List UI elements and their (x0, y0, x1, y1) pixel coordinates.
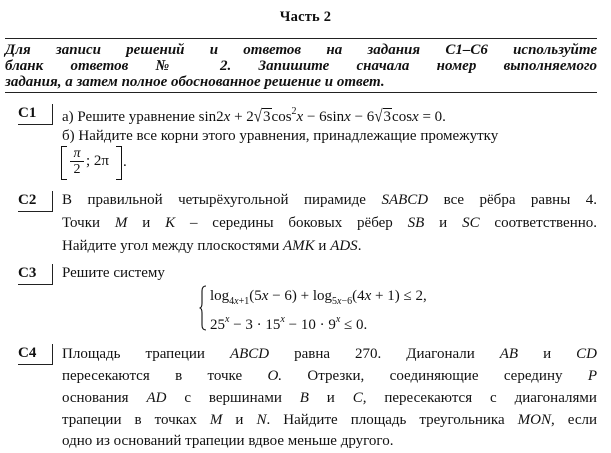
c1-a-t1: sin2 (198, 109, 224, 125)
c4-l1-w8: CD (576, 346, 597, 362)
c4-l2-w4: Отрезки, (307, 368, 365, 384)
c4-l2-w3: O. (267, 368, 283, 384)
system-brace (199, 285, 207, 331)
c4-l1-w7: и (543, 346, 552, 362)
c3-base1b: +1 (238, 296, 250, 307)
c4-l4f: MON (517, 412, 552, 428)
c4-l2-w1: в (175, 368, 183, 384)
c2-l2i: соответственно. (479, 215, 598, 231)
c4-l3-w6: C, (352, 390, 367, 406)
c3-arg1x: x (261, 288, 269, 304)
c2-line-1 (62, 191, 597, 209)
c1-a-t2: + 2 (230, 109, 254, 125)
c4-l1-w4: 270. (355, 346, 382, 362)
c3-e2x1: x (225, 314, 230, 325)
c1-a-t3: cos (271, 109, 292, 125)
c3-base2x: x (337, 296, 342, 307)
c2-line-3 (62, 237, 361, 255)
c4-l3-w0: основания (62, 390, 129, 406)
c3-e2a: 25 (210, 317, 225, 333)
task-label-c4: С4 (18, 344, 53, 365)
c4-l1-w3: равна (294, 346, 331, 362)
c3-e2x2: x (280, 314, 285, 325)
task-label-c3: С3 (18, 264, 53, 285)
c4-l4g: , если (551, 412, 598, 428)
c2-l2e: – середины боковых рёбер (175, 215, 408, 231)
c4-l3-w1: AD (146, 390, 167, 406)
interval-right-bracket (116, 146, 122, 180)
c3-log1: log (210, 288, 230, 304)
instructions-line-2: бланк ответов № 2. Запишите сначала номер выполняемого (5, 58, 597, 74)
sqrt-symbol: √3 (374, 107, 392, 127)
c3-base1a: 4 (229, 296, 235, 307)
c4-l2-w5: соединяющие (389, 368, 479, 384)
c4-line-3 (62, 389, 597, 407)
c3-arg1a: (5 (249, 288, 262, 304)
c3-arg2x: x (364, 288, 372, 304)
instructions-block (5, 38, 597, 93)
c3-e2d: ≤ 0. (340, 317, 368, 333)
c4-l1-w0: Площадь (62, 346, 121, 362)
c4-l4b: M (209, 412, 223, 428)
c3-arg1b: − 6) + log (268, 288, 333, 304)
c2-l3c: и (314, 238, 331, 254)
c1-part-a (62, 104, 446, 126)
c1-part-b: б) Найдите все корни этого уравнения, принадлежащие промежутку (62, 128, 499, 144)
c3-e2x3: x (335, 314, 341, 325)
c4-l3-w9: диагоналями (514, 390, 597, 406)
c1-a-t4: − 6sin (303, 109, 345, 125)
c2-l2c: и (127, 215, 166, 231)
c3-e2c: − 10 · 9 (284, 317, 336, 333)
c1-a-x2: x (296, 109, 304, 125)
task-label-c1: С1 (18, 104, 53, 125)
c3-intro: Решите систему (62, 265, 165, 281)
c2-l3a: Найдите угол между плоскостями (62, 238, 283, 254)
c4-l3-w3: вершинами (208, 390, 282, 406)
part-title: Часть 2 (279, 9, 332, 25)
c1-a-term (198, 106, 446, 127)
interval-fraction (70, 146, 84, 177)
c4-l4c: и (222, 412, 257, 428)
c3-base1x: x (234, 296, 239, 307)
interval-numerator: π (70, 146, 84, 162)
c3-e2b: − 3 · 15 (229, 317, 281, 333)
c4-l3-w4: B (299, 390, 309, 406)
c4-l1-w5: Диагонали (406, 346, 475, 362)
c4-line-4 (62, 411, 597, 429)
c2-l2b: M (114, 215, 128, 231)
c1-a-t6: cos (392, 109, 413, 125)
c2-l2a: Точки (62, 215, 115, 231)
c1-a-x3: x (344, 109, 351, 125)
c3-arg2a: (4 (352, 288, 365, 304)
c2-line-2 (62, 214, 597, 232)
c4-line-2 (62, 367, 597, 385)
c2-l2h: SC (462, 215, 480, 231)
c2-l1b: SABCD (381, 192, 429, 208)
c4-l3-w2: с (184, 390, 192, 406)
c4-l2-w2: точке (207, 368, 243, 384)
c2-l2d: K (165, 215, 176, 231)
c2-l3b: AMK (282, 238, 315, 254)
c4-l2-w0: пересекаются (62, 368, 150, 384)
c4-l1-w6: AB (499, 346, 519, 362)
c1-a-prefix: а) Решите уравнение (62, 109, 199, 125)
c4-l4a: трапеции в точках (62, 412, 210, 428)
instructions-line-3: задания, а затем полное обоснованное решение и ответ. (5, 74, 385, 90)
c4-l4d: N (256, 412, 267, 428)
c4-l4e: . Найдите площадь треугольника (266, 412, 518, 428)
c4-l1-w2: ABCD (229, 346, 270, 362)
c3-base2a: 5 (332, 296, 338, 307)
c4-l1-w1: трапеции (145, 346, 205, 362)
c2-l1a: В правильной четырёхугольной пирамиде (62, 192, 382, 208)
sqrt-symbol: √3 (253, 107, 271, 127)
c1-a-exp: 2 (291, 106, 297, 117)
c1-a-sqrt1: 3 (263, 109, 271, 125)
instructions-line-1: Для записи решений и ответов на задания С1–С6 используйте (5, 42, 597, 58)
c2-l3e: . (357, 238, 362, 254)
interval-end: . (123, 154, 127, 170)
task-label-c2: С2 (18, 191, 53, 212)
c1-a-sqrt2: 3 (383, 109, 392, 125)
interval-rest: ; 2π (86, 153, 109, 169)
c3-arg2b: + 1) ≤ 2, (371, 288, 427, 304)
c2-l1c: все рёбра равны 4. (428, 192, 597, 208)
c3-equation-2 (210, 312, 367, 334)
c1-a-t5: − 6 (350, 109, 375, 125)
c4-l3-w7: пересекаются (384, 390, 473, 406)
c1-a-x1: x (223, 109, 231, 125)
c2-l2g: и (424, 215, 463, 231)
c4-l3-w8: с (490, 390, 497, 406)
c2-l2f: SB (407, 215, 425, 231)
c4-line-5: одно из оснований трапеции вдвое меньше другого. (62, 433, 394, 449)
c1-a-t7: = 0. (418, 109, 446, 125)
c4-line-1 (62, 345, 597, 363)
c1-a-x4: x (412, 109, 419, 125)
c4-l3-w5: и (326, 390, 335, 406)
c4-l2-w6: середину (503, 368, 563, 384)
c3-equation-1 (210, 287, 427, 311)
c3-base2b: −6 (341, 296, 353, 307)
interval-denominator: 2 (73, 162, 81, 177)
c2-l3d: ADS (330, 238, 358, 254)
c4-l2-w7: P (587, 368, 597, 384)
interval-left-bracket (61, 146, 67, 180)
